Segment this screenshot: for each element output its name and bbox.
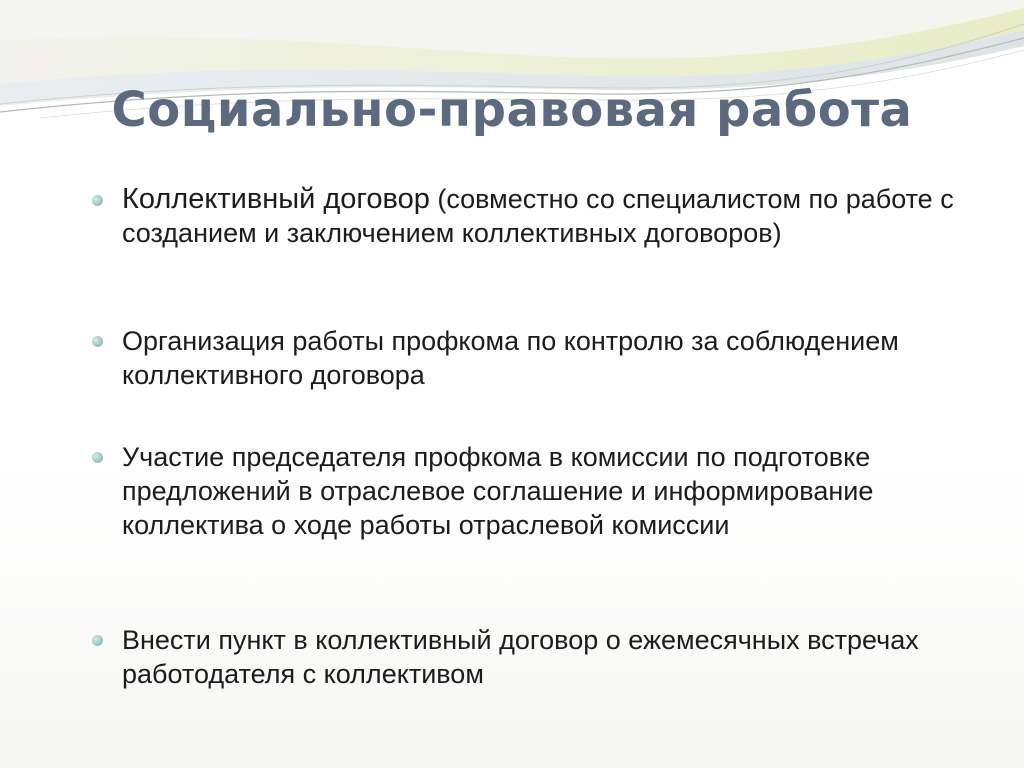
- bullet-marker: [92, 635, 103, 646]
- bullet-marker: [92, 452, 103, 463]
- bullet-item-lead: Коллективный договор: [122, 183, 430, 215]
- bullet-item-3: [122, 440, 972, 542]
- slide-title: Социально-правовая работа: [111, 82, 913, 138]
- bullet-item-text: Внести пункт в коллективный договор о ежемесячных встречах работодателя с коллективом: [122, 625, 919, 689]
- bullet-item-text: Участие председателя профкома в комиссии по подготовке предложений в отраслевое соглашение и информирование коллектива о ходе работы отраслевой комиссии: [122, 442, 874, 540]
- bullet-item-2: [122, 324, 972, 392]
- bullet-item-text: (совместно со специалистом по работе с созданием и заключением коллективных договоров): [122, 184, 954, 248]
- bullet-item-4: [122, 623, 972, 691]
- bullet-item-1: [122, 182, 972, 250]
- bullet-marker: [92, 336, 103, 347]
- bullet-item-text: Организация работы профкома по контролю за соблюдением коллективного договора: [122, 326, 899, 390]
- bullet-marker: [92, 195, 103, 206]
